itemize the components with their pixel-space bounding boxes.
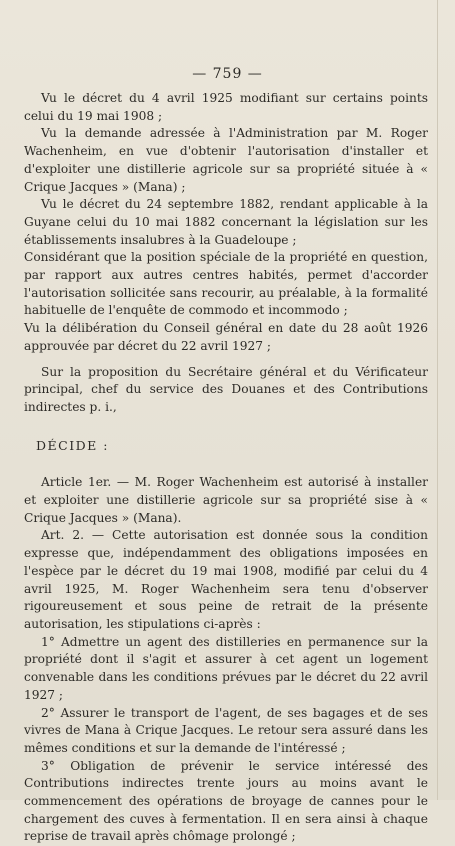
- article-2: Art. 2. — Cette autorisation est donnée sous la condition expresse que, indépendamment des obligations imposées en l'espèce par le décret du 19 mai 1908, modifié par celui du 4 avril 1925, M. Roger Wachenheim sera tenu d'observer rigoureusement et sous peine de retrait de la présente autorisation, les stipulations ci-après :: [24, 528, 428, 631]
- paragraph-vu-decret-1925: Vu le décret du 4 avril 1925 modifiant sur certains points celui du 19 mai 1908 ;: [24, 91, 428, 123]
- paragraph-vu-deliberation: Vu la délibération du Conseil général en date du 28 août 1926 approuvée par décret du 22 avril 1927 ;: [24, 321, 428, 353]
- document-body: [24, 90, 428, 846]
- page-number: — 759 —: [192, 66, 263, 82]
- paragraph-vu-demande: Vu la demande adressée à l'Administration par M. Roger Wachenheim, en vue d'obtenir l'autorisation d'installer et d'exploiter une distillerie agricole sur sa propriété située à « Crique Jacques » (Mana) ;: [24, 126, 428, 194]
- stipulation-1: 1° Admettre un agent des distilleries en permanence sur la propriété dont il s'agit et assurer à cet agent un logement convenable dans les conditions prévues par le décret du 22 avril 1927 ;: [24, 634, 428, 702]
- stipulation-3: 3° Obligation de prévenir le service intéressé des Contributions indirectes trente jours au moins avant le commencement des opérations de broyage de cannes pour le chargement des cuves à fermentation. Il en sera ainsi à chaque reprise de travail après chômage prolongé ;: [24, 758, 428, 844]
- article-1: Article 1er. — M. Roger Wachenheim est autorisé à installer et exploiter une distillerie agricole sur sa propriété sise à « Crique Jacques » (Mana).: [24, 475, 428, 525]
- stipulation-2: 2° Assurer le transport de l'agent, de ses bagages et de ses vivres de Mana à Crique Jacques. Le retour sera assuré dans les mêmes conditions et sur la demande de l'intéressé ;: [24, 705, 428, 755]
- paragraph-considerant: Considérant que la position spéciale de la propriété en question, par rapport aux autres centres habités, permet d'accorder l'autorisation sollicitée sans recourir, au préalable, à la formalité habituelle de l'enquête de commodo et incommodo ;: [24, 250, 428, 318]
- page-edge-shadow: [437, 0, 438, 800]
- decide-heading: DÉCIDE :: [36, 437, 109, 453]
- paragraph-sur-proposition: Sur la proposition du Secrétaire général et du Vérificateur principal, chef du service des Douanes et des Contributions indirectes p. i.,: [24, 364, 428, 414]
- paragraph-vu-decret-1882: Vu le décret du 24 septembre 1882, rendant applicable à la Guyane celui du 10 mai 1882 concernant la législation sur les établissements insalubres à la Guadeloupe ;: [24, 197, 428, 247]
